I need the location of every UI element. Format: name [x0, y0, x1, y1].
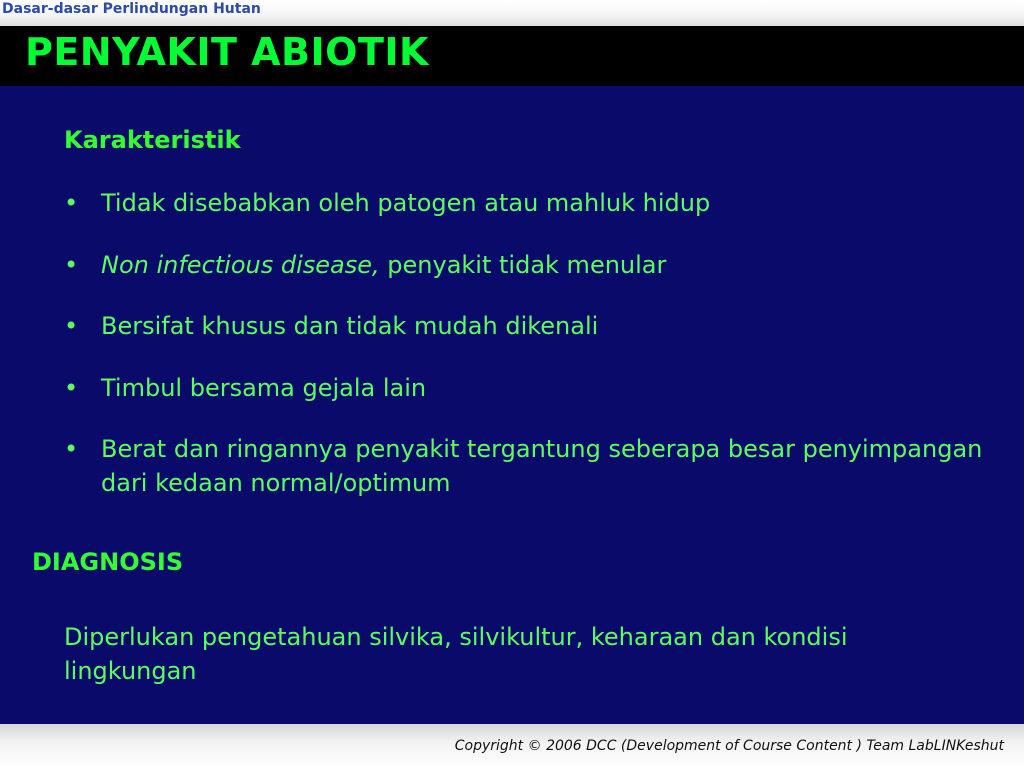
bullet-plain-text: Timbul bersama gejala lain	[101, 374, 427, 402]
bullet-plain-text: penyakit tidak menular	[379, 251, 667, 279]
bullet-item	[64, 309, 984, 343]
bullet-plain-text: Tidak disebabkan oleh patogen atau mahluk hidup	[101, 189, 711, 217]
course-title: Dasar-dasar Perlindungan Hutan	[2, 1, 261, 17]
characteristics-heading: Karakteristik	[64, 126, 241, 154]
bullet-plain-text: Berat dan ringannya penyakit tergantung seberapa besar penyimpangan dari kedaan normal/optimum	[101, 435, 983, 497]
bullet-text	[101, 371, 984, 405]
bullet-icon: •	[64, 312, 79, 340]
bullet-item	[64, 432, 984, 500]
bullet-icon: •	[64, 189, 79, 217]
bullet-icon: •	[64, 374, 79, 402]
bullet-icon: •	[64, 435, 79, 463]
bullet-plain-text: Bersifat khusus dan tidak mudah dikenali	[101, 312, 599, 340]
slide-title: PENYAKIT ABIOTIK	[25, 30, 429, 74]
bullet-text	[101, 309, 984, 343]
bullet-item	[64, 371, 984, 405]
copyright-text: Copyright © 2006 DCC (Development of Course Content ) Team LabLINKeshut	[454, 738, 1004, 754]
bullet-item	[64, 248, 984, 282]
bullet-italic-text: Non infectious disease,	[101, 251, 380, 279]
bullet-icon: •	[64, 251, 79, 279]
bullet-text	[101, 186, 984, 220]
bullet-item	[64, 186, 984, 220]
bullet-text	[101, 432, 984, 500]
bullet-text	[101, 248, 984, 282]
diagnosis-heading: DIAGNOSIS	[32, 548, 184, 576]
diagnosis-text: Diperlukan pengetahuan silvika, silvikultur, keharaan dan kondisi lingkungan	[64, 623, 848, 685]
